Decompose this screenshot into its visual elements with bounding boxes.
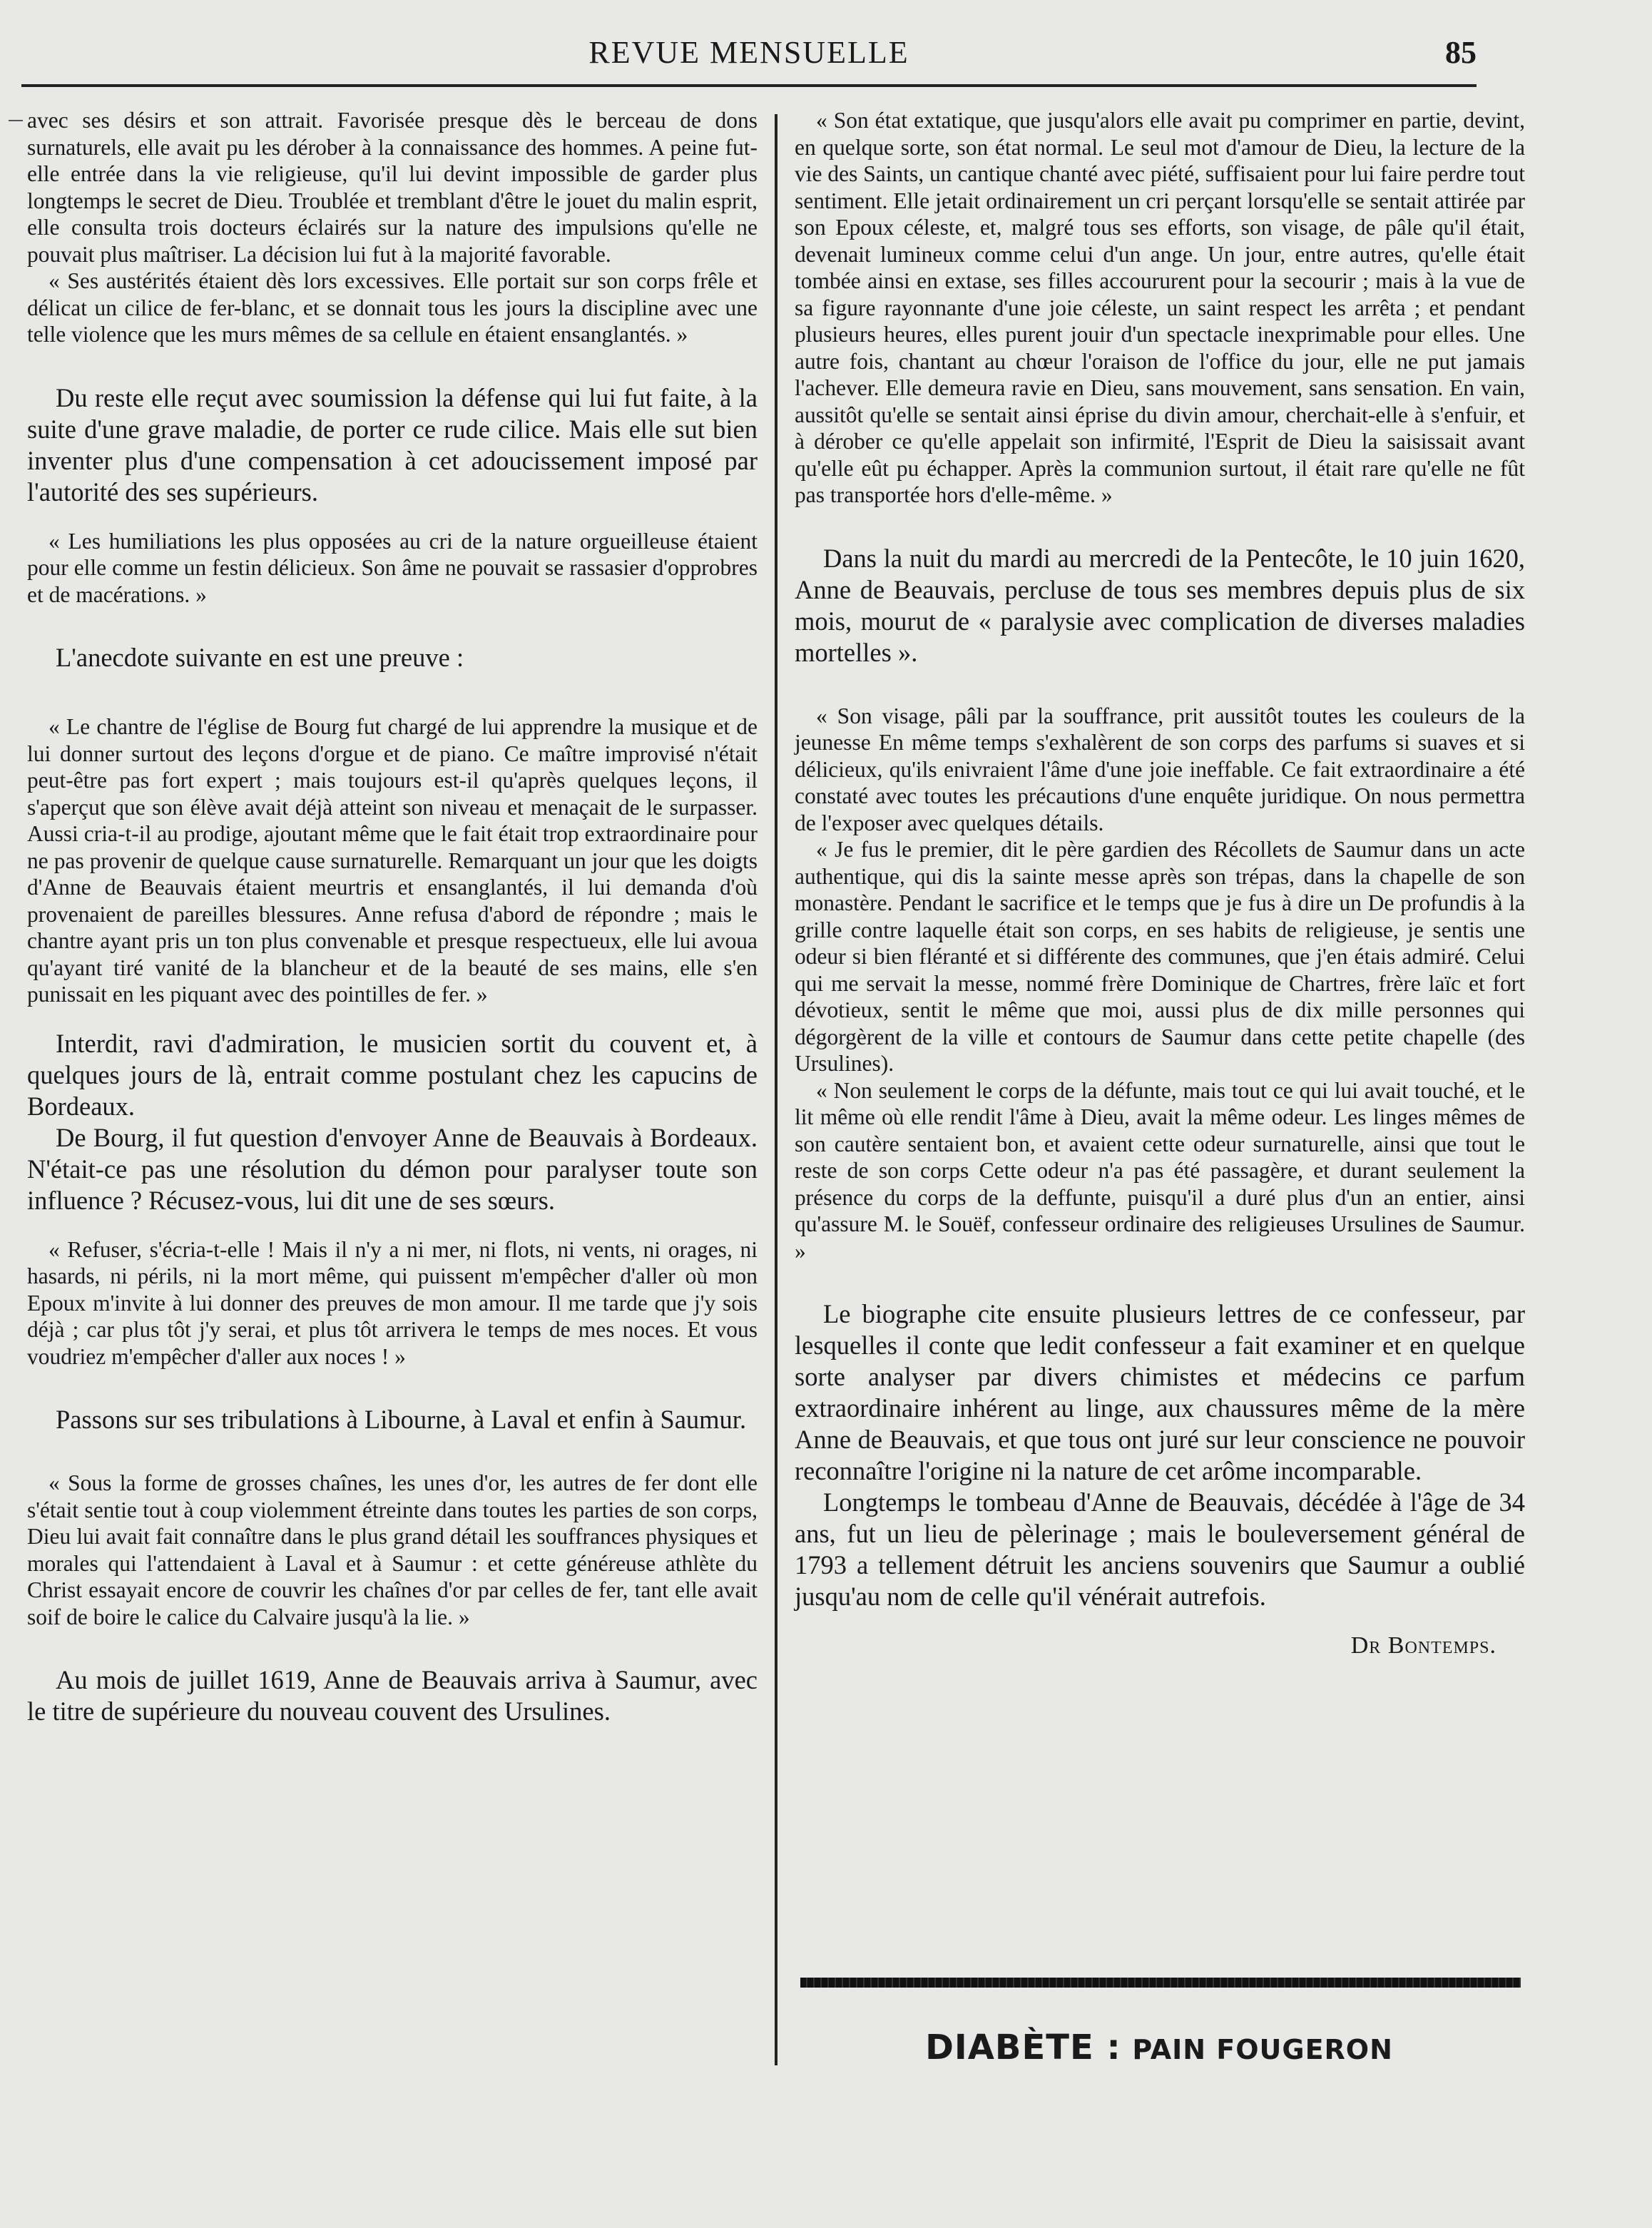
quote-paragraph: « Ses austérités étaient dès lors excessives. Elle portait sur son corps frêle et délicat un cilice de fer-blanc, et se donnait tous les jours la discipline avec une telle violence que les murs mêmes de sa cellule en étaient ensanglantés. » bbox=[27, 268, 758, 347]
paragraph: Du reste elle reçut avec soumission la défense qui lui fut faite, à la suite d'une grave maladie, de porter ce rude cilice. Mais elle sut bien inventer plus d'une compensation à cet adoucissement imposé par l'autorité des ses supérieurs. bbox=[27, 382, 758, 507]
quote-paragraph: « Son visage, pâli par la souffrance, prit aussitôt toutes les couleurs de la jeunesse En même temps s'exhalèrent de son corps des parfums si suaves et si délicieux, qu'ils enivraient l'âme d'une joie ineffable. Ce fait extraordinaire a été constaté avec toutes les précautions d'une enquête juridique. On nous permettra de l'exposer avec quelques détails. bbox=[795, 703, 1525, 835]
author-signature: Dr Bontemps. bbox=[1350, 1632, 1497, 1659]
right-column bbox=[795, 107, 1525, 1659]
paragraph: L'anecdote suivante en est une preuve : bbox=[56, 643, 464, 672]
quote-paragraph: « Sous la forme de grosses chaînes, les unes d'or, les autres de fer dont elle s'était sentie tout à coup violemment étreinte dans toutes les parties de son corps, Dieu lui avait fait connaître dans le plus grand détail les souffrances physiques et morales qui l'attendaient à Laval et à Saumur : et cette généreuse athlète du Christ essayait encore de couvrir les chaînes d'or par celles de fer, tant elle avait soif de boire le calice du Calvaire jusqu'à la lie. » bbox=[27, 1470, 758, 1629]
paragraph: avec ses désirs et son attrait. Favorisée presque dès le berceau de dons surnaturels, elle avait pu les dérober à la connaissance des hommes. A peine fut-elle entrée dans la vie religieuse, qu'il lui devint impossible de garder plus longtemps le secret de Dieu. Troublée et tremblant d'être le jouet du malin esprit, elle consulta trois docteurs éclairés sur la nature des impulsions qu'elle ne pouvait plus maîtriser. La décision lui fut à la majorité favorable. bbox=[27, 108, 758, 267]
margin-mark bbox=[9, 120, 23, 121]
paragraph: Passons sur ses tribulations à Libourne, à Laval et enfin à Saumur. bbox=[56, 1405, 747, 1434]
quote-paragraph: « Je fus le premier, dit le père gardien des Récollets de Saumur dans un acte authentique, qui dis la sainte messe après son trépas, dans la chapelle de son monastère. Pendant le sacrifice et le temps que je fus à dire un De profundis à la grille contre laquelle était son corps, en ses habits de religieuse, je sentis une odeur si bien fléranté et si différente des communes, que j'en étais admiré. Celui qui me servait la messe, nommé frère Dominique de Chartres, frère laïc et fort dévotieux, sentit le même que moi, aussi plus de dix mille personnes qui dégorgèrent de la ville et contours de Saumur dans cette petite chapelle (des Ursulines). bbox=[795, 837, 1525, 1076]
column-divider bbox=[775, 114, 777, 2065]
paragraph: Le biographe cite ensuite plusieurs lettres de ce confesseur, par lesquelles il conte que ledit confesseur a fait examiner et en quelque sorte analyser par divers chimistes et médecins ce parfum extraordinaire inhérent au linge, aux chaussures même de la mère Anne de Beauvais, et que tous ont juré sur leur conscience ne pouvoir reconnaître l'origine ni la nature de cet arôme incomparable. bbox=[795, 1299, 1525, 1485]
left-column bbox=[27, 107, 758, 1727]
paragraph: Longtemps le tombeau d'Anne de Beauvais, décédée à l'âge de 34 ans, fut un lieu de pèlerinage ; mais le bouleversement général de 1793 a tellement détruit les anciens souvenirs que Saumur a oublié jusqu'au nom de celle qu'il vénérait autrefois. bbox=[795, 1487, 1525, 1611]
paragraph: Dans la nuit du mardi au mercredi de la Pentecôte, le 10 juin 1620, Anne de Beauvais, percluse de tous ses membres depuis plus de six mois, mourut de « paralysie avec complication de diverses maladies mortelles ». bbox=[795, 543, 1525, 667]
advertisement-brand: DIABÈTE : bbox=[925, 2028, 1121, 2067]
quote-paragraph: « Le chantre de l'église de Bourg fut chargé de lui apprendre la musique et de lui donner surtout des leçons d'orgue et de piano. Ce maître improvisé n'était peut-être pas fort expert ; mais toujours est-il qu'après quelques leçons, il s'aperçut que son élève avait déjà atteint son niveau et menaçait de le surpasser. Aussi cria-t-il au prodige, ajoutant même que le fait était trop extraordinaire pour ne pas provenir de quelque cause surnaturelle. Remarquant un jour que les doigts d'Anne de Beauvais étaient meurtris et ensanglantés, il lui demanda d'où provenaient de pareilles blessures. Anne refusa d'abord de répondre ; mais le chantre ayant pris un ton plus convenable et presque respectueux, elle lui avoua qu'ayant tiré vanité de la blancheur et de la beauté de ses mains, elle s'en punissait en les piquant avec des pointilles de fer. » bbox=[27, 714, 758, 1007]
page-header bbox=[21, 27, 1477, 77]
advertisement bbox=[799, 2028, 1519, 2067]
advertisement-product: PAIN FOUGERON bbox=[1132, 2034, 1393, 2065]
header-rule bbox=[21, 84, 1477, 87]
quote-paragraph: « Refuser, s'écria-t-elle ! Mais il n'y a ni mer, ni flots, ni vents, ni orages, ni hasards, ni périls, ni la mort même, qui puissent m'empêcher d'aller où mon Epoux m'invite à lui donner des preuves de mon amour. Il me tarde que j'y sois déjà ; car plus tôt j'y serai, et plus tôt arrivera le temps de mes noces. Et vous voudriez m'empêcher d'aller aux noces ! » bbox=[27, 1236, 758, 1369]
running-title: REVUE MENSUELLE bbox=[588, 35, 909, 70]
paragraph: Au mois de juillet 1619, Anne de Beauvais arriva à Saumur, avec le titre de supérieure du nouveau couvent des Ursulines. bbox=[27, 1665, 758, 1726]
quote-paragraph: « Non seulement le corps de la défunte, mais tout ce qui lui avait touché, et le lit même où elle rendit l'âme à Dieu, avait la même odeur. Les linges mêmes de son cautère sentaient bon, et avaient cette odeur surnaturelle, ainsi que tout le reste de son corps Cette odeur n'a pas été passagère, et durant seulement la présence du corps de la deffunte, puisqu'il a duré plus d'un an entier, ainsi qu'assure M. le Souëf, confesseur ordinaire des religieuses Ursulines de Saumur. » bbox=[795, 1077, 1525, 1263]
advertisement-rule bbox=[800, 1978, 1521, 1988]
paragraph: Interdit, ravi d'admiration, le musicien sortit du couvent et, à quelques jours de là, entrait comme postulant chez les capucins de Bordeaux. bbox=[27, 1028, 758, 1121]
paragraph: De Bourg, il fut question d'envoyer Anne de Beauvais à Bordeaux. N'était-ce pas une résolution du démon pour paralyser toute son influence ? Récusez-vous, lui dit une de ses sœurs. bbox=[27, 1122, 758, 1215]
quote-paragraph: « Son état extatique, que jusqu'alors elle avait pu comprimer en partie, devint, en quelque sorte, son état normal. Le seul mot d'amour de Dieu, la lecture de la vie des Saints, un cantique chanté avec piété, suffisaient pour lui faire perdre tout sentiment. Elle jetait ordinairement un cri perçant lorsqu'elle se sentait attirée par son Epoux céleste, et, malgré tous ses efforts, son visage, de pâle qu'il était, devenait lumineux comme celui d'un ange. Un jour, entre autres, qu'elle était tombée ainsi en extase, ses filles accoururent pour la secourir ; mais à la vue de sa figure rayonnante d'une joie céleste, un saint respect les arrêta ; et pendant plusieurs heures, elles purent jouir d'un spectacle inexprimable pour elles. Une autre fois, chantant au chœur l'oraison de l'office du jour, elle ne put jamais l'achever. Elle demeura ravie en Dieu, sans mouvement, sans sensation. En vain, aussitôt qu'elle se sentait ainsi éprise du divin amour, cherchait-elle à s'enfuir, et à dérober ce qu'elle appelait son infirmité, l'Esprit de Dieu la saisissait avant qu'elle eût pu échapper. Après la communion surtout, il était rare qu'elle ne fût pas transportée hors d'elle-même. » bbox=[795, 108, 1525, 507]
page-number: 85 bbox=[1445, 35, 1477, 70]
quote-paragraph: « Les humiliations les plus opposées au cri de la nature orgueilleuse étaient pour elle comme un festin délicieux. Son âme ne pouvait se rassasier d'opprobres et de macérations. » bbox=[27, 528, 758, 607]
